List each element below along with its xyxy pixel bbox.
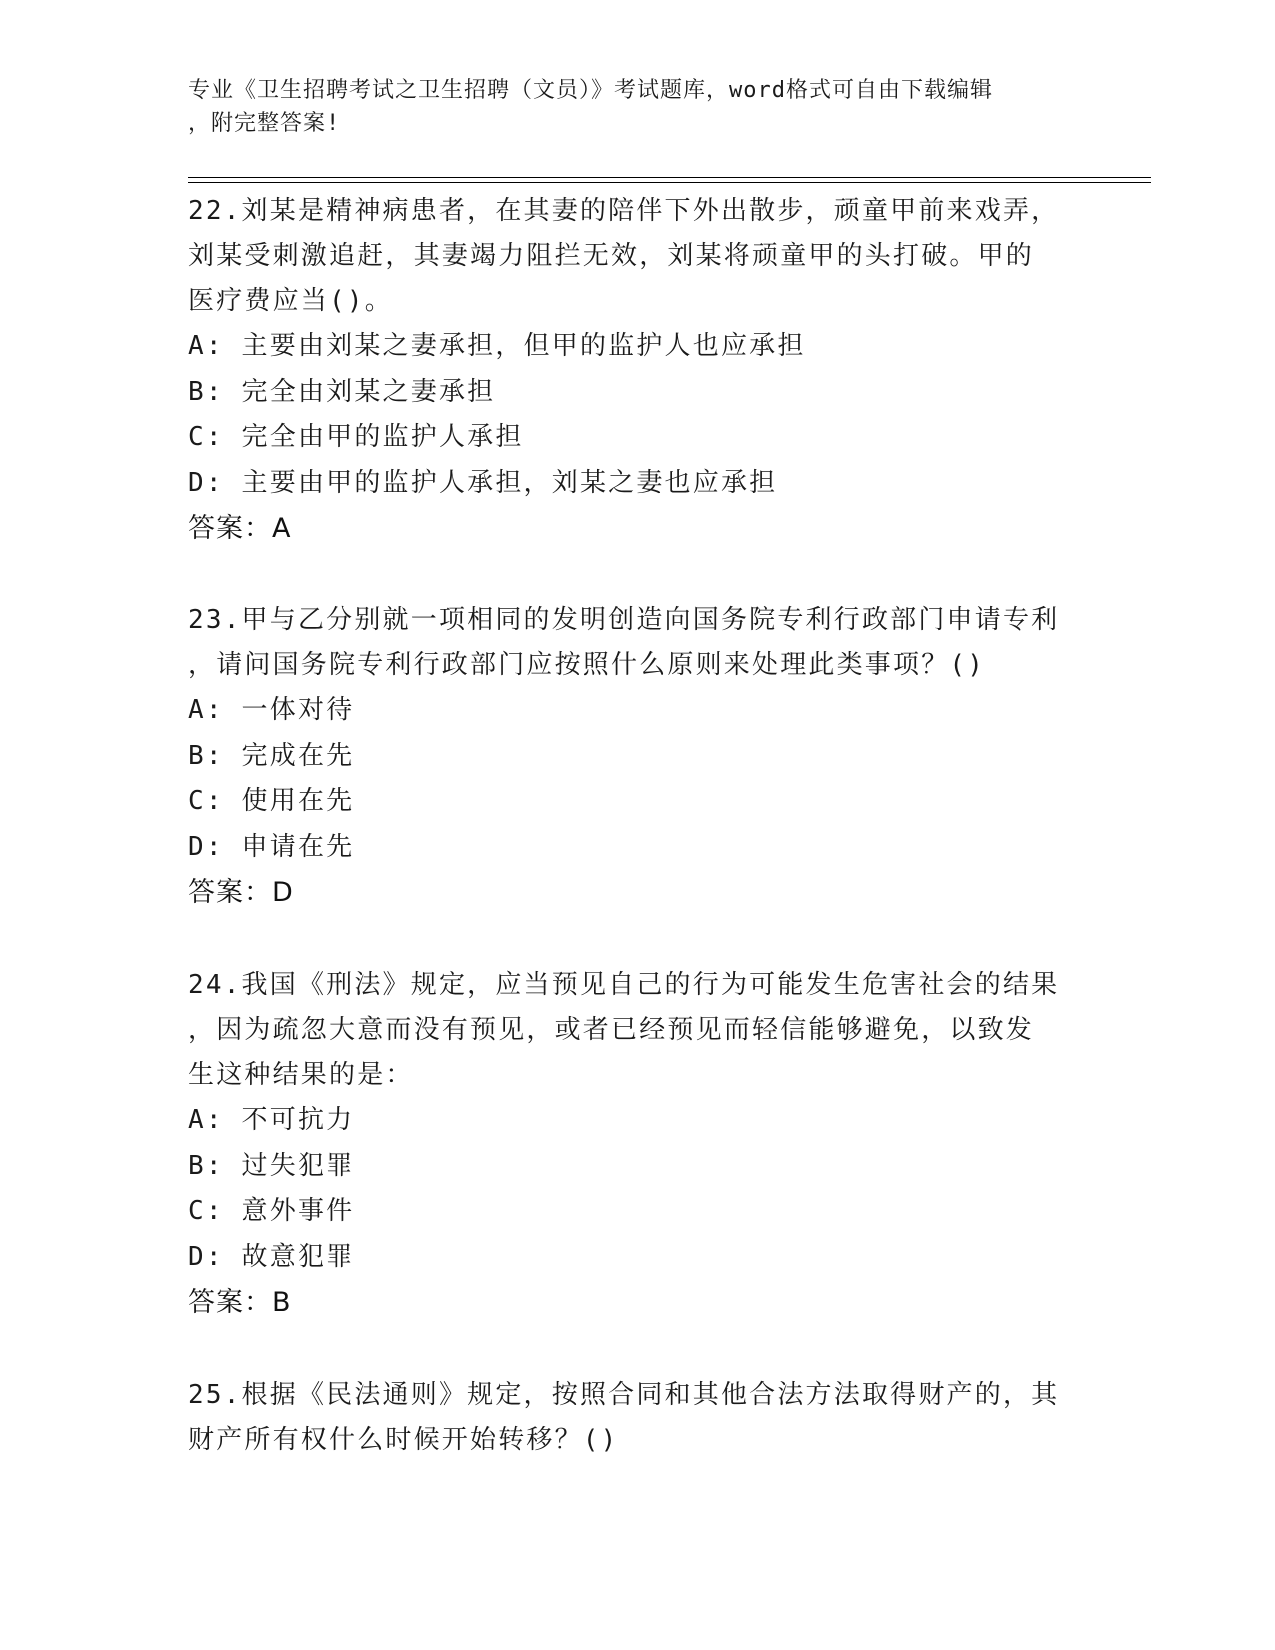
option-d: D: 主要由甲的监护人承担，刘某之妻也应承担	[188, 467, 778, 498]
option-a: A: 一体对待	[188, 695, 355, 725]
question-stem: 24.我国《刑法》规定，应当预见自己的行为可能发生危害社会的结果 ，因为疏忽大意而没有预见，或者已经预见而轻信能够避免，以致发 生这种结果的是：	[188, 970, 1060, 1090]
question-stem: 23.甲与乙分别就一项相同的发明创造向国务院专利行政部门申请专利 ，请问国务院专利行政部门应按照什么原则来处理此类事项？()	[188, 605, 1060, 680]
option-d: D: 申请在先	[188, 831, 355, 862]
answer-line: 答案：B	[188, 1287, 292, 1318]
answer-line: 答案：D	[188, 877, 294, 908]
option-d: D: 故意犯罪	[188, 1241, 355, 1272]
option-b: B: 过失犯罪	[188, 1150, 355, 1181]
answer-line: 答案：A	[188, 513, 292, 544]
question-23	[188, 598, 1088, 915]
option-c: C: 完全由甲的监护人承担	[188, 422, 524, 452]
option-c: C: 使用在先	[188, 786, 355, 816]
option-c: C: 意外事件	[188, 1196, 355, 1226]
option-a: A: 不可抗力	[188, 1105, 355, 1135]
header-rule-top	[188, 177, 1151, 178]
question-stem: 22.刘某是精神病患者，在其妻的陪伴下外出散步，顽童甲前来戏弄， 刘某受刺激追赶，其妻竭力阻拦无效，刘某将顽童甲的头打破。甲的 医疗费应当()。	[188, 196, 1060, 316]
question-stem: 25.根据《民法通则》规定，按照合同和其他合法方法取得财产的，其 财产所有权什么时候开始转移？()	[188, 1380, 1060, 1455]
header-rule-bottom	[188, 182, 1151, 183]
option-a: A: 主要由刘某之妻承担，但甲的监护人也应承担	[188, 331, 806, 361]
question-22	[188, 189, 1088, 551]
question-25	[188, 1373, 1088, 1463]
question-24	[188, 963, 1088, 1325]
option-b: B: 完成在先	[188, 740, 355, 771]
document-header: 专业《卫生招聘考试之卫生招聘（文员）》考试题库，word格式可自由下载编辑 ，附完整答案!	[188, 78, 993, 136]
option-b: B: 完全由刘某之妻承担	[188, 376, 496, 407]
